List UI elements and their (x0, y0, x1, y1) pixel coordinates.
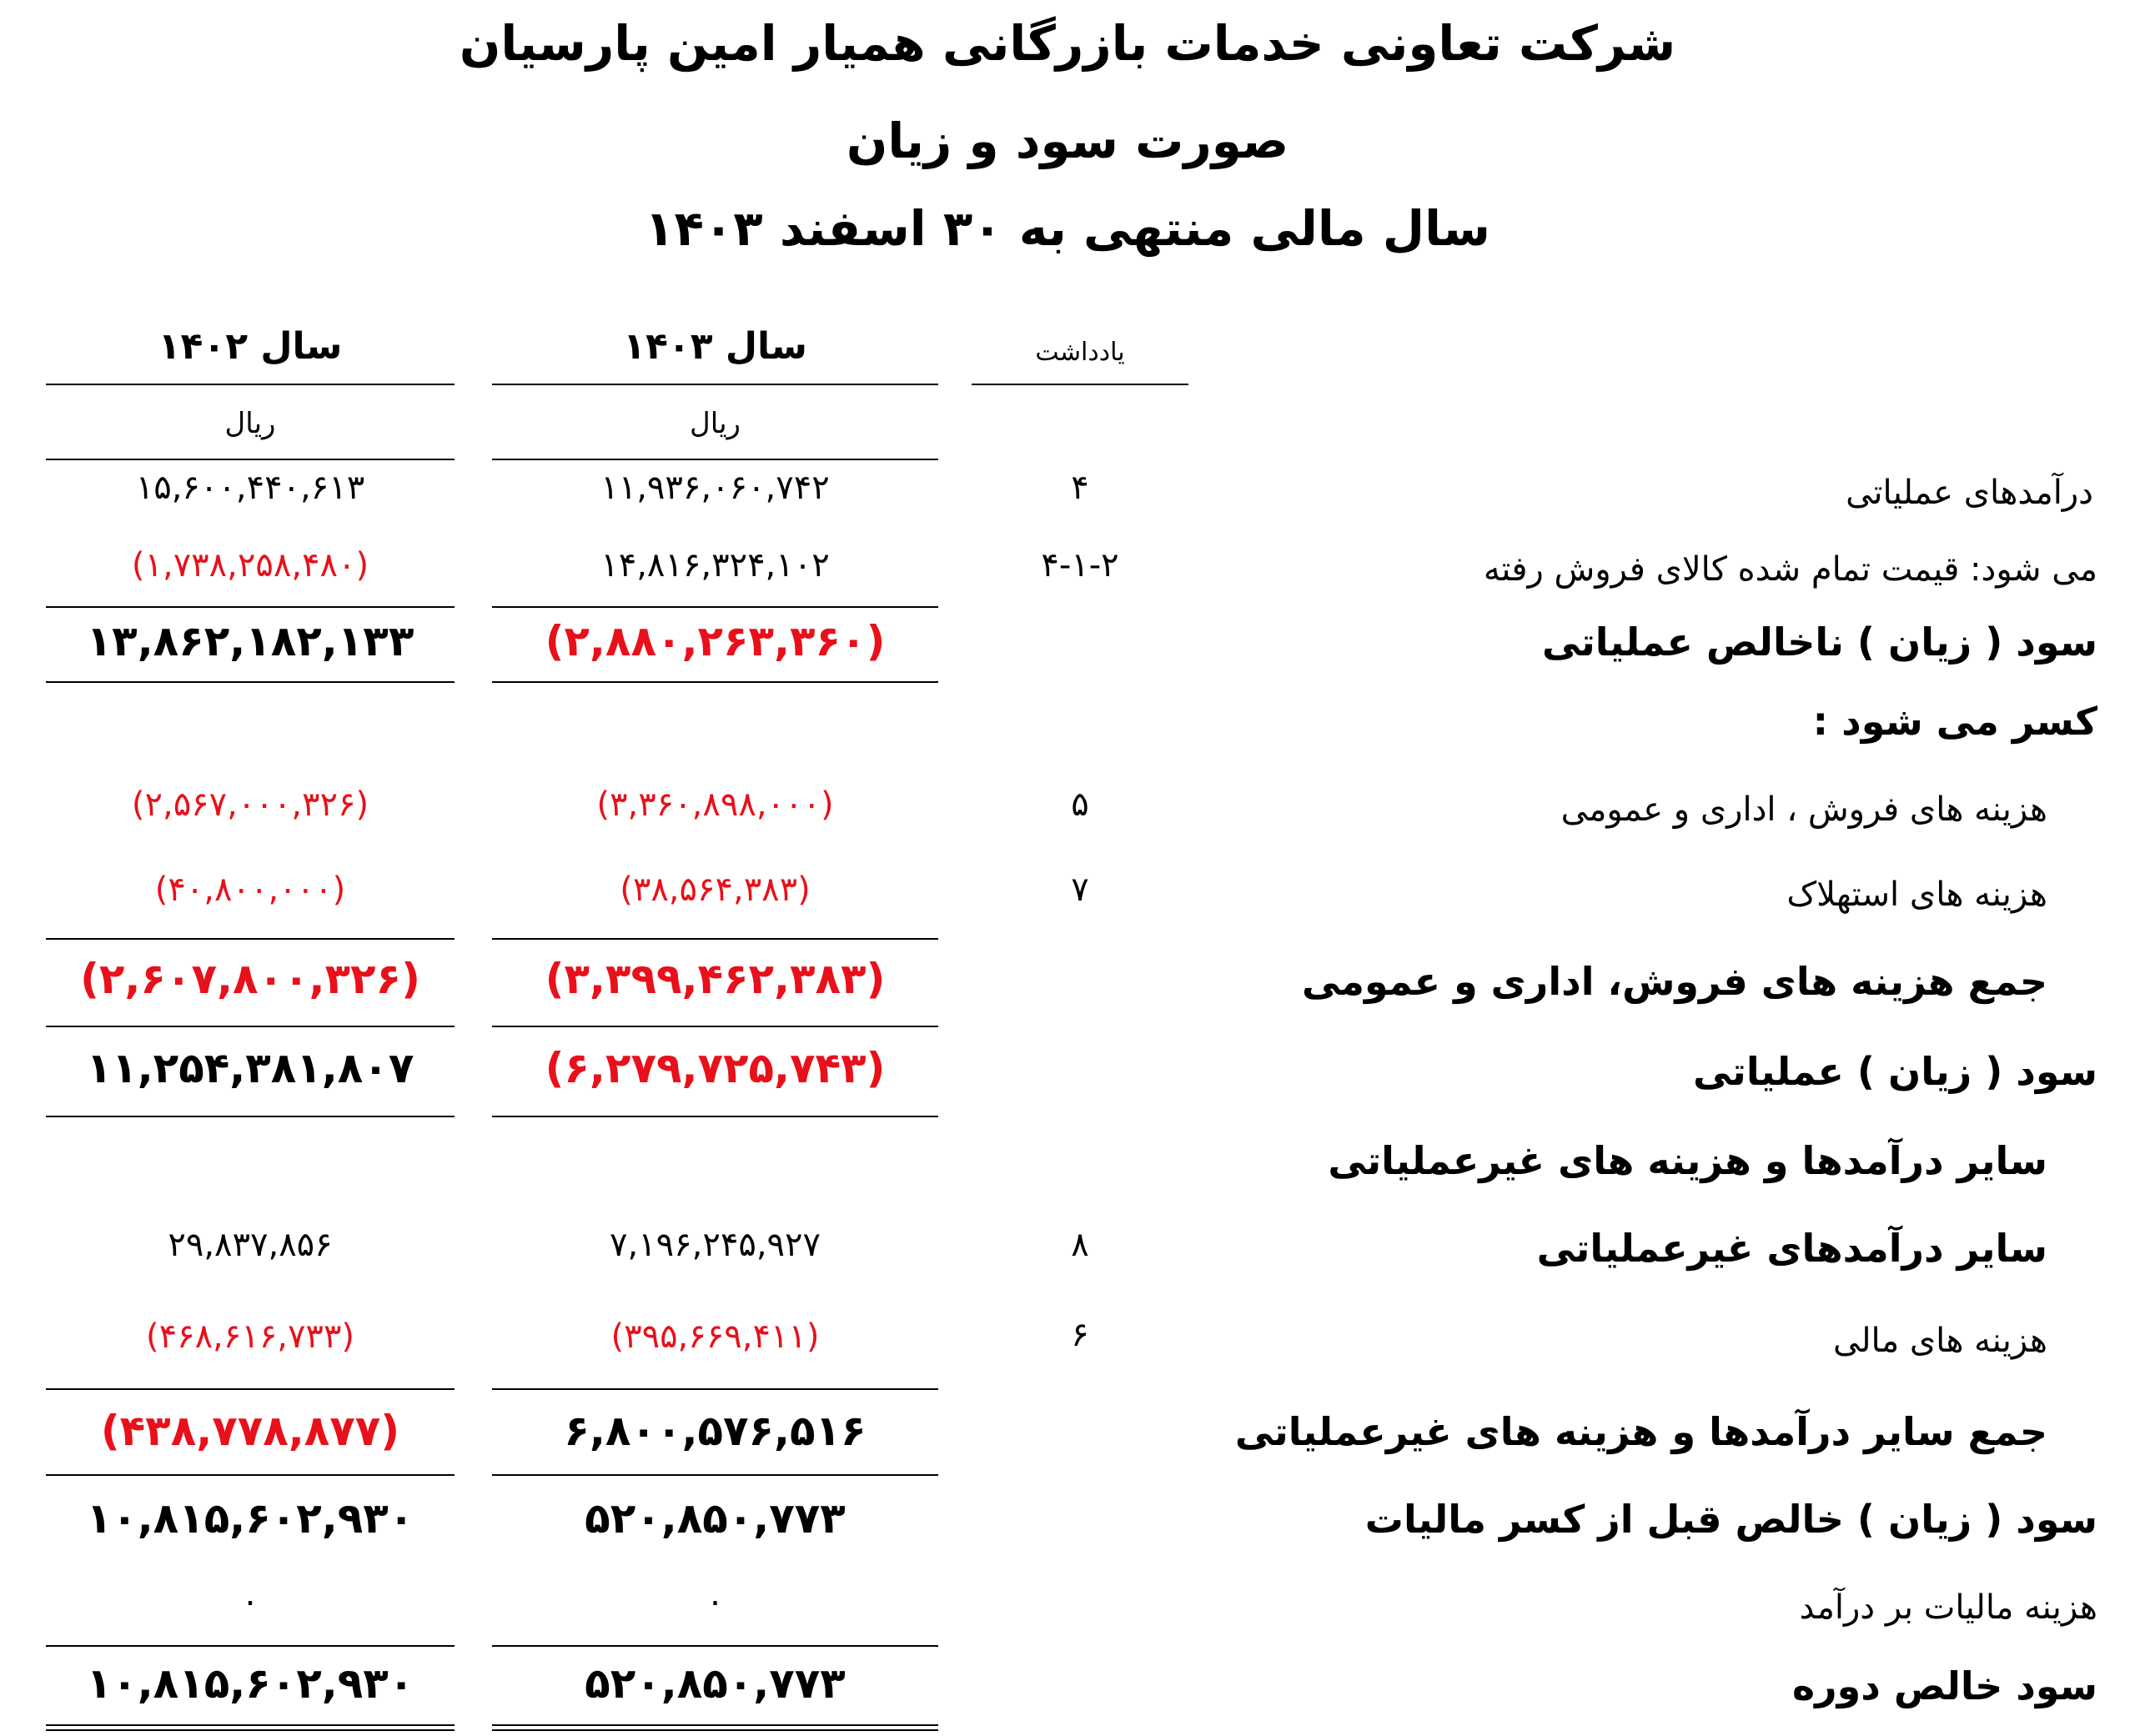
rule-after-total-expenses (46, 1026, 455, 1027)
row-current-operating-revenue: ۱۱,۹۳۶,۰۶۰,۷۴۲ (600, 469, 830, 507)
row-label-total-non-operating: جمع سایر درآمدها و هزینه های غیرعملیاتی (1234, 1409, 2047, 1454)
row-current-depreciation: (۳۸,۵۶۴,۳۸۳) (620, 871, 811, 909)
row-prior-total-non-operating: (۴۳۸,۷۷۸,۸۷۷) (100, 1407, 400, 1455)
rule-after-operating-profit (46, 1116, 455, 1117)
row-prior-income-tax: ۰ (241, 1583, 259, 1621)
rule-before-total-non-operating (46, 1388, 455, 1390)
row-label-financial-expenses: هزینه های مالی (1833, 1322, 2047, 1360)
row-current-operating-profit: (۶,۲۷۹,۷۲۵,۷۴۳) (545, 1044, 886, 1092)
row-current-gross-profit: (۲,۸۸۰,۲۶۳,۳۶۰) (545, 617, 886, 665)
row-current-income-tax: ۰ (706, 1583, 725, 1621)
double-rule-net-profit-prior (46, 1724, 455, 1731)
row-current-cost-of-goods-sold: ۱۴,۸۱۶,۳۲۴,۱۰۲ (600, 546, 830, 585)
rule-before-gross (46, 606, 455, 608)
currency-rule-current (492, 459, 938, 460)
row-prior-cost-of-goods-sold: (۱,۷۳۸,۲۵۸,۴۸۰) (131, 546, 369, 585)
rule-before-net-profit (46, 1645, 455, 1647)
row-note-financial-expenses: ۶ (1071, 1316, 1089, 1354)
row-label-non-operating-heading: سایر درآمدها و هزینه های غیرعملیاتی (1328, 1138, 2047, 1183)
note-column-header: یادداشت (1035, 338, 1125, 367)
header-rule-current (492, 384, 938, 385)
row-current-total-non-operating: ۶,۸۰۰,۵۷۶,۵۱۶ (564, 1407, 867, 1455)
row-note-cost-of-goods-sold: ۴-۱-۲ (1041, 546, 1119, 585)
row-label-depreciation: هزینه های استهلاک (1786, 876, 2047, 914)
prior-year-header: سال ۱۴۰۲ (158, 325, 343, 368)
row-prior-other-non-operating-income: ۲۹,۸۳۷,۸۵۶ (168, 1226, 333, 1264)
rule-after-operating-profit (492, 1116, 938, 1117)
row-label-selling-admin-expenses: هزینه های فروش ، اداری و عمومی (1560, 790, 2047, 829)
row-current-net-profit: ۵۲۰,۸۵۰,۷۷۳ (585, 1659, 846, 1708)
rule-after-total-non-operating (46, 1474, 455, 1476)
row-current-financial-expenses: (۳۹۵,۶۶۹,۴۱۱) (610, 1317, 820, 1356)
company-title: شرکت تعاونی خدمات بازرگانی همیار امین پارسیان (459, 15, 1676, 72)
header-rule-note (972, 384, 1188, 385)
row-label-operating-profit: سود ( زیان ) عملیاتی (1693, 1049, 2097, 1094)
row-current-total-selling-admin: (۳,۳۹۹,۴۶۲,۳۸۳) (545, 955, 886, 1003)
rule-before-gross (492, 606, 938, 608)
row-note-other-non-operating-income: ۸ (1071, 1226, 1089, 1264)
rule-after-gross (492, 681, 938, 683)
row-prior-net-profit: ۱۰,۸۱۵,۶۰۲,۹۳۰ (86, 1659, 414, 1708)
row-note-operating-revenue: ۴ (1071, 469, 1089, 507)
row-prior-operating-profit: ۱۱,۲۵۴,۳۸۱,۸۰۷ (86, 1044, 414, 1092)
rule-after-total-expenses (492, 1026, 938, 1027)
currency-label-prior: ریال (224, 407, 276, 440)
rule-after-gross (46, 681, 455, 683)
row-label-deductions-heading: کسر می شود : (1812, 699, 2097, 744)
row-current-selling-admin-expenses: (۳,۳۶۰,۸۹۸,۰۰۰) (596, 785, 834, 824)
period-title: سال مالی منتهی به ۳۰ اسفند ۱۴۰۳ (645, 200, 1490, 257)
row-note-selling-admin-expenses: ۵ (1071, 785, 1089, 824)
row-prior-operating-revenue: ۱۵,۶۰۰,۴۴۰,۶۱۳ (135, 469, 365, 507)
row-prior-depreciation: (۴۰,۸۰۰,۰۰۰) (154, 871, 346, 909)
row-prior-financial-expenses: (۴۶۸,۶۱۶,۷۳۳) (146, 1317, 354, 1356)
currency-label-current: ریال (690, 407, 741, 440)
row-prior-profit-before-tax: ۱۰,۸۱۵,۶۰۲,۹۳۰ (86, 1494, 414, 1543)
row-current-profit-before-tax: ۵۲۰,۸۵۰,۷۷۳ (585, 1494, 846, 1543)
rule-before-total-expenses (46, 938, 455, 940)
rule-before-total-expenses (492, 938, 938, 940)
row-label-gross-profit: سود ( زیان ) ناخالص عملیاتی (1542, 620, 2097, 665)
row-label-other-non-operating-income: سایر درآمدهای غیرعملیاتی (1536, 1226, 2047, 1271)
header-rule-prior (46, 384, 455, 385)
row-label-cost-of-goods-sold: می شود: قیمت تمام شده کالای فروش رفته (1483, 550, 2097, 589)
row-label-total-selling-admin: جمع هزینه های فروش، اداری و عمومی (1301, 959, 2047, 1004)
row-prior-total-selling-admin: (۲,۶۰۷,۸۰۰,۳۲۶) (80, 955, 420, 1003)
row-note-depreciation: ۷ (1071, 871, 1089, 909)
row-label-net-profit: سود خالص دوره (1791, 1663, 2097, 1708)
current-year-header: سال ۱۴۰۳ (623, 325, 807, 368)
row-label-income-tax: هزینه مالیات بر درآمد (1799, 1588, 2097, 1627)
row-label-profit-before-tax: سود ( زیان ) خالص قبل از کسر مالیات (1364, 1497, 2097, 1542)
double-rule-net-profit-current (492, 1724, 938, 1731)
row-prior-gross-profit: ۱۳,۸۶۲,۱۸۲,۱۳۳ (86, 617, 414, 665)
currency-rule-prior (46, 459, 455, 460)
rule-before-total-non-operating (492, 1388, 938, 1390)
row-label-operating-revenue: درآمدهای عملیاتی (1846, 474, 2093, 512)
row-current-other-non-operating-income: ۷,۱۹۶,۲۴۵,۹۲۷ (610, 1226, 821, 1264)
statement-title: صورت سود و زیان (846, 113, 1289, 169)
rule-after-total-non-operating (492, 1474, 938, 1476)
row-prior-selling-admin-expenses: (۲,۵۶۷,۰۰۰,۳۲۶) (131, 785, 369, 824)
rule-before-net-profit (492, 1645, 938, 1647)
